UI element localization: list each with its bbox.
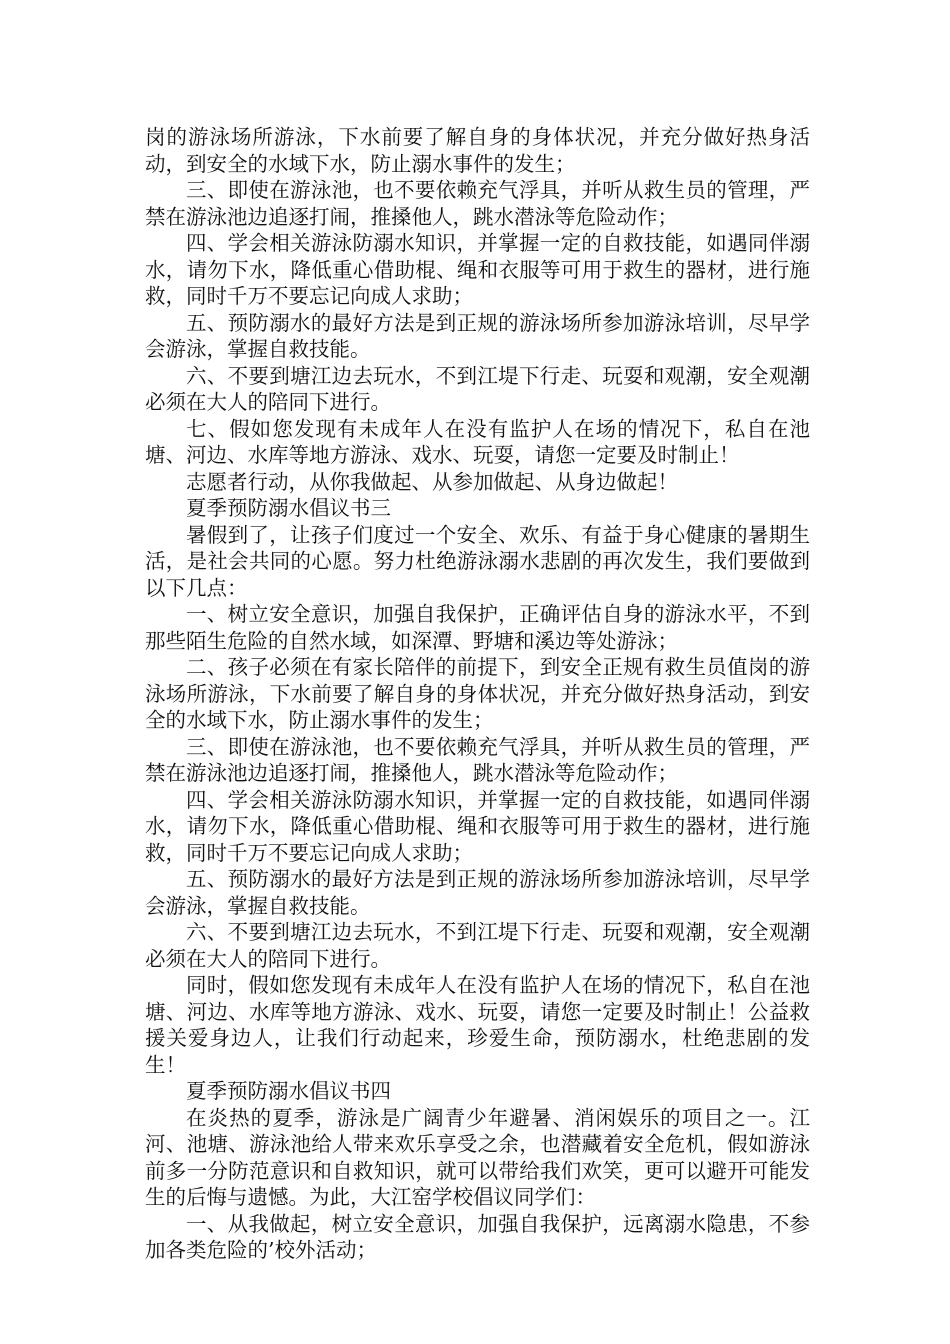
paragraph: 五、预防溺水的最好方法是到正规的游泳场所参加游泳培训，尽早学会游泳，掌握自救技能。 [145,867,810,918]
paragraph: 在炎热的夏季，游泳是广阔青少年避暑、消闲娱乐的项目之一。江河、池塘、游泳池给人带来欢乐享受之余，也潜藏着安全危机，假如游泳前多一分防范意识和自救知识，就可以带给我们欢笑，更可以避开可能发生的后悔与遗憾。为此，大江窑学校倡议同学们： [145,1105,810,1209]
paragraph: 四、学会相关游泳防溺水知识，并掌握一定的自救技能，如遇同伴溺水，请勿下水，降低重心借助棍、绳和衣服等可用于救生的器材，进行施救，同时千万不要忘记向成人求助； [145,231,810,308]
document-body [145,124,810,1264]
paragraph: 同时，假如您发现有未成年人在没有监护人在场的情况下，私自在池塘、河边、水库等地方游泳、戏水、玩耍，请您一定要及时制止！公益救援关爱身边人，让我们行动起来，珍爱生命，预防溺水，杜绝悲剧的发生！ [145,973,810,1077]
paragraph: 暑假到了，让孩子们度过一个安全、欢乐、有益于身心健康的暑期生活，是社会共同的心愿。努力杜绝游泳溺水悲剧的再次发生，我们要做到以下几点： [145,522,810,600]
paragraph: 四、学会相关游泳防溺水知识，并掌握一定的自救技能，如遇同伴溺水，请勿下水，降低重心借助棍、绳和衣服等可用于救生的器材，进行施救，同时千万不要忘记向成人求助； [145,787,810,865]
paragraph: 二、孩子必须在有家长陪伴的前提下，到安全正规有救生员值岗的游泳场所游泳，下水前要了解自身的身体状况，并充分做好热身活动，到安全的水域下水，防止溺水事件的发生； [145,655,810,732]
section-heading: 夏季预防溺水倡议书三 [186,496,391,520]
paragraph: 一、从我做起，树立安全意识，加强自我保护，远离溺水隐患，不参加各类危险的’校外活动； [145,1211,810,1262]
paragraph: 三、即使在游泳池，也不要依赖充气浮具，并听从救生员的管理，严禁在游泳池边追逐打闹，推搡他人，跳水潜泳等危险动作； [145,734,810,785]
paragraph: 五、预防溺水的最好方法是到正规的游泳场所参加游泳培训，尽早学会游泳，掌握自救技能。 [145,310,810,361]
paragraph: 一、树立安全意识，加强自我保护，正确评估自身的游泳水平，不到那些陌生危险的自然水域，如深潭、野塘和溪边等处游泳； [145,602,810,653]
section-heading: 夏季预防溺水倡议书四 [186,1079,391,1103]
paragraph: 七、假如您发现有未成年人在没有监护人在场的情况下，私自在池塘、河边、水库等地方游泳、戏水、玩耍，请您一定要及时制止！ [145,416,810,467]
paragraph: 三、即使在游泳池，也不要依赖充气浮具，并听从救生员的管理，严禁在游泳池边追逐打闹，推搡他人，跳水潜泳等危险动作； [145,178,810,229]
paragraph: 六、不要到塘江边去玩水，不到江堤下行走、玩耍和观潮，安全观潮必须在大人的陪同下进行。 [145,363,810,414]
paragraph: 六、不要到塘江边去玩水，不到江堤下行走、玩耍和观潮，安全观潮必须在大人的陪同下进行。 [145,920,810,971]
paragraph: 岗的游泳场所游泳，下水前要了解自身的身体状况，并充分做好热身活动，到安全的水域下水，防止溺水事件的发生； [145,125,810,176]
paragraph: 志愿者行动，从你我做起、从参加做起、从身边做起！ [186,469,678,494]
